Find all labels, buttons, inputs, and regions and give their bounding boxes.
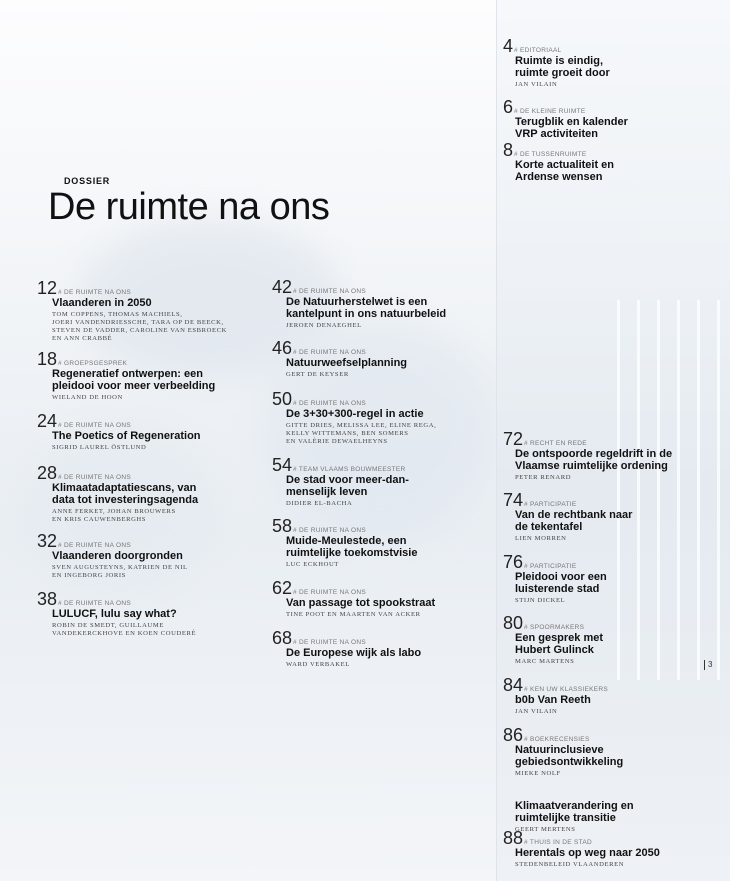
rubric-label: # KEN UW KLASSIEKERS — [524, 686, 609, 693]
rubric-label: # PARTICIPATIE — [524, 563, 577, 570]
entry-header — [272, 629, 421, 647]
toc-entry — [503, 726, 623, 778]
entry-header — [503, 98, 628, 116]
article-title: De stad voor meer-dan- — [286, 474, 409, 486]
entry-header — [37, 279, 227, 297]
page-ref-number: 42 — [272, 277, 293, 297]
page-ref-number: 72 — [503, 429, 524, 449]
article-title: Natuurweefselplanning — [286, 357, 408, 369]
entry-header — [272, 517, 417, 535]
entry-header — [37, 350, 215, 368]
article-authors: MIEKE NOLF — [515, 770, 561, 777]
entry-body — [515, 571, 607, 605]
toc-entry — [272, 390, 436, 446]
entry-body — [286, 408, 436, 446]
page-ref-number: 74 — [503, 490, 524, 510]
rubric-label: # DE RUIMTE NA ONS — [58, 474, 131, 481]
entry-header — [503, 782, 634, 800]
article-authors: DIDIER EL-BACHA — [286, 500, 353, 507]
page-ref-number: 24 — [37, 411, 58, 431]
entry-body — [52, 608, 196, 638]
entry-body — [52, 368, 215, 402]
rubric-label: # RECHT EN REDE — [524, 440, 587, 447]
toc-entry — [503, 98, 628, 140]
article-authors: GERT DE KEYSER — [286, 371, 349, 378]
entry-header — [503, 614, 603, 632]
entry-body — [515, 159, 614, 183]
rubric-label: # TEAM VLAAMS BOUWMEESTER — [293, 466, 406, 473]
article-title: menselijk leven — [286, 486, 368, 498]
toc-entry — [272, 278, 446, 330]
article-authors: JAN VILAIN — [515, 708, 558, 715]
entry-header — [503, 37, 610, 55]
entry-body — [286, 597, 435, 619]
article-title: ruimtelijke transitie — [515, 812, 616, 824]
article-title: Van passage tot spookstraat — [286, 597, 436, 609]
rubric-label: # BOEKRECENSIES — [524, 736, 590, 743]
background-stripe — [657, 300, 660, 680]
article-authors: LUC ECKHOUT — [286, 561, 339, 568]
rubric-label: # DE TUSSENRUIMTE — [514, 151, 587, 158]
rubric-label: # DE RUIMTE NA ONS — [293, 400, 366, 407]
page-ref-number: 84 — [503, 675, 524, 695]
article-authors: STEVEN DE VADDER, CAROLINE VAN ESBROECK — [52, 327, 227, 334]
rubric-label: # DE RUIMTE NA ONS — [293, 349, 366, 356]
toc-entry — [503, 37, 610, 89]
article-title: Klimaatadaptatiescans, van — [52, 482, 197, 494]
entry-body — [515, 448, 672, 482]
entry-header — [37, 590, 196, 608]
article-title: gebiedsontwikkeling — [515, 756, 624, 768]
toc-entry — [503, 782, 634, 834]
page-ref-number: 68 — [272, 628, 293, 648]
article-title: Regeneratief ontwerpen: een — [52, 368, 203, 380]
background-stripe — [697, 300, 700, 680]
background-stripe — [717, 300, 720, 680]
background-stripe — [677, 300, 680, 680]
page-ref-number: 18 — [37, 349, 58, 369]
page-ref-number: 38 — [37, 589, 58, 609]
page-ref-number: 80 — [503, 613, 524, 633]
article-title: De Natuurherstelwet is een — [286, 296, 428, 308]
entry-header — [503, 829, 660, 847]
rubric-label: # DE RUIMTE NA ONS — [293, 589, 366, 596]
article-authors: JAN VILAIN — [515, 81, 558, 88]
rubric-label: # DE KLEINE RUIMTE — [514, 108, 586, 115]
article-title: Natuurinclusieve — [515, 744, 604, 756]
rubric-label: # DE RUIMTE NA ONS — [293, 288, 366, 295]
page-ref-number: 12 — [37, 278, 58, 298]
rubric-label: # DE RUIMTE NA ONS — [293, 527, 366, 534]
article-authors: EN ANN CRABBÉ — [52, 335, 113, 342]
toc-entry — [37, 464, 198, 524]
article-authors: TOM COPPENS, THOMAS MACHIELS, — [52, 311, 183, 318]
toc-entry — [503, 829, 660, 869]
toc-entry — [503, 491, 632, 543]
entry-header — [503, 491, 632, 509]
article-authors: EN KRIS CAUWENBERGHS — [52, 516, 147, 523]
article-title: ruimte groeit door — [515, 67, 610, 79]
page-ref-number: 6 — [503, 97, 514, 117]
page-title: De ruimte na ons — [48, 186, 330, 228]
toc-entry — [37, 590, 196, 638]
toc-entry — [37, 412, 201, 452]
entry-header — [37, 464, 198, 482]
article-authors: VANDEKERCKHOVE EN KOEN COUDERÉ — [52, 630, 197, 637]
article-authors: GEERT MERTENS — [515, 826, 576, 833]
article-authors: GITTE DRIES, MELISSA LEE, ELINE REGA, — [286, 422, 437, 429]
article-title: Vlaanderen in 2050 — [52, 297, 152, 309]
article-title: LULUCF, lulu say what? — [52, 608, 177, 620]
article-title: De ontspoorde regeldrift in de — [515, 448, 673, 460]
toc-entry — [503, 614, 603, 666]
entry-body — [52, 430, 201, 452]
article-title: Pleidooi voor een — [515, 571, 607, 583]
entry-header — [503, 553, 607, 571]
article-title: kantelpunt in ons natuurbeleid — [286, 308, 447, 320]
article-title: Korte actualiteit en — [515, 159, 615, 171]
article-title: Vlaamse ruimtelijke ordening — [515, 460, 668, 472]
page-ref-number: 54 — [272, 455, 293, 475]
entry-header — [503, 430, 672, 448]
article-authors: STIJN DICKEL — [515, 597, 566, 604]
page-ref-number: 86 — [503, 725, 524, 745]
rubric-label: # DE RUIMTE NA ONS — [293, 639, 366, 646]
article-title: Hubert Gulinck — [515, 644, 594, 656]
entry-body — [52, 482, 198, 524]
article-title: Herentals op weg naar 2050 — [515, 847, 660, 859]
rubric-label: # DE RUIMTE NA ONS — [58, 422, 131, 429]
entry-body — [515, 509, 632, 543]
entry-body — [515, 694, 608, 716]
entry-body — [515, 632, 603, 666]
article-title: Ruimte is eindig, — [515, 55, 604, 67]
article-title: pleidooi voor meer verbeelding — [52, 380, 216, 392]
article-title: Muide-Meulestede, een — [286, 535, 407, 547]
article-authors: WARD VERBAKEL — [286, 661, 350, 668]
article-title: Klimaatverandering en — [515, 800, 634, 812]
background-stripe — [637, 300, 640, 680]
page-ref-number: 32 — [37, 531, 58, 551]
rubric-label: # DE RUIMTE NA ONS — [58, 289, 131, 296]
article-authors: SIGRID LAUREL ÖSTLUND — [52, 444, 147, 451]
page-ref-number: 4 — [503, 36, 514, 56]
entry-body — [515, 116, 628, 140]
article-title: De Europese wijk als labo — [286, 647, 422, 659]
page-ref-number: 46 — [272, 338, 293, 358]
entry-body — [52, 550, 188, 580]
page-ref-number: 62 — [272, 578, 293, 598]
toc-entry — [503, 141, 614, 183]
entry-header — [272, 579, 435, 597]
entry-header — [37, 532, 188, 550]
rubric-label: # GROEPSGESPREK — [58, 360, 128, 367]
article-authors: LIEN MORREN — [515, 535, 567, 542]
rubric-label: # PARTICIPATIE — [524, 501, 577, 508]
entry-body — [286, 357, 407, 379]
article-authors: WIELAND DE HOON — [52, 394, 123, 401]
entry-header — [37, 412, 201, 430]
toc-entry — [503, 676, 608, 716]
entry-header — [272, 278, 446, 296]
article-authors: JEROEN DENAEGHEL — [286, 322, 362, 329]
entry-header — [272, 456, 409, 474]
page-ref-number: 8 — [503, 140, 514, 160]
article-authors: ROBIN DE SMEDT, GUILLAUME — [52, 622, 164, 629]
article-title: data tot investeringsagenda — [52, 494, 199, 506]
article-authors: ANNE FERKET, JOHAN BROUWERS — [52, 508, 176, 515]
article-title: Vlaanderen doorgronden — [52, 550, 183, 562]
background-stripe — [617, 300, 620, 680]
article-title: VRP activiteiten — [515, 128, 598, 140]
rubric-label: # THUIS IN DE STAD — [524, 839, 593, 846]
rubric-label: # DE RUIMTE NA ONS — [58, 600, 131, 607]
article-title: b0b Van Reeth — [515, 694, 591, 706]
article-title: de tekentafel — [515, 521, 583, 533]
toc-entry — [272, 456, 409, 508]
article-title: The Poetics of Regeneration — [52, 430, 201, 442]
entry-body — [515, 847, 660, 869]
article-authors: JOERI VANDENDRIESSCHE, TARA OP DE BEECK, — [52, 319, 224, 326]
article-authors: TINE POOT EN MAARTEN VAN ACKER — [286, 611, 421, 618]
toc-entry — [503, 553, 607, 605]
rubric-label: # DE RUIMTE NA ONS — [58, 542, 131, 549]
toc-entry — [37, 532, 188, 580]
article-authors: EN VALÈRIE DEWAELHEYNS — [286, 438, 388, 445]
entry-header — [503, 676, 608, 694]
toc-entry — [37, 279, 227, 343]
article-authors: STEDENBELEID VLAANDEREN — [515, 861, 625, 868]
toc-entry — [37, 350, 215, 402]
article-authors: KELLY WITTEMANS, BEN SOMERS — [286, 430, 409, 437]
page-ref-number: 88 — [503, 828, 524, 848]
article-authors: PETER RENARD — [515, 474, 572, 481]
entry-header — [503, 141, 614, 159]
rubric-label: # SPOORMAKERS — [524, 624, 585, 631]
toc-entry — [272, 517, 417, 569]
entry-body — [286, 296, 446, 330]
entry-header — [272, 339, 407, 357]
article-authors: MARC MARTENS — [515, 658, 575, 665]
page-number: 3 — [704, 660, 712, 670]
article-title: Terugblik en kalender — [515, 116, 628, 128]
toc-entry — [272, 339, 407, 379]
toc-entry — [272, 579, 435, 619]
page-ref-number: 76 — [503, 552, 524, 572]
article-title: luisterende stad — [515, 583, 600, 595]
article-title: Een gesprek met — [515, 632, 604, 644]
article-authors: SVEN AUGUSTEYNS, KATRIEN DE NIL — [52, 564, 188, 571]
page-ref-number: 50 — [272, 389, 293, 409]
toc-entry — [272, 629, 421, 669]
article-title: ruimtelijke toekomstvisie — [286, 547, 418, 559]
entry-body — [515, 744, 623, 778]
article-title: De 3+30+300-regel in actie — [286, 408, 424, 420]
entry-header — [272, 390, 436, 408]
entry-body — [52, 297, 227, 343]
page-ref-number: 58 — [272, 516, 293, 536]
entry-body — [286, 535, 417, 569]
page-ref-number: 28 — [37, 463, 58, 483]
rubric-label: # EDITORIAAL — [514, 47, 562, 54]
dossier-label: DOSSIER — [64, 176, 111, 186]
article-authors: EN INGEBORG JORIS — [52, 572, 126, 579]
entry-body — [286, 647, 421, 669]
toc-entry — [503, 430, 672, 482]
entry-body — [515, 55, 610, 89]
article-title: Ardense wensen — [515, 171, 603, 183]
article-title: Van de rechtbank naar — [515, 509, 633, 521]
entry-header — [503, 726, 623, 744]
entry-body — [286, 474, 409, 508]
